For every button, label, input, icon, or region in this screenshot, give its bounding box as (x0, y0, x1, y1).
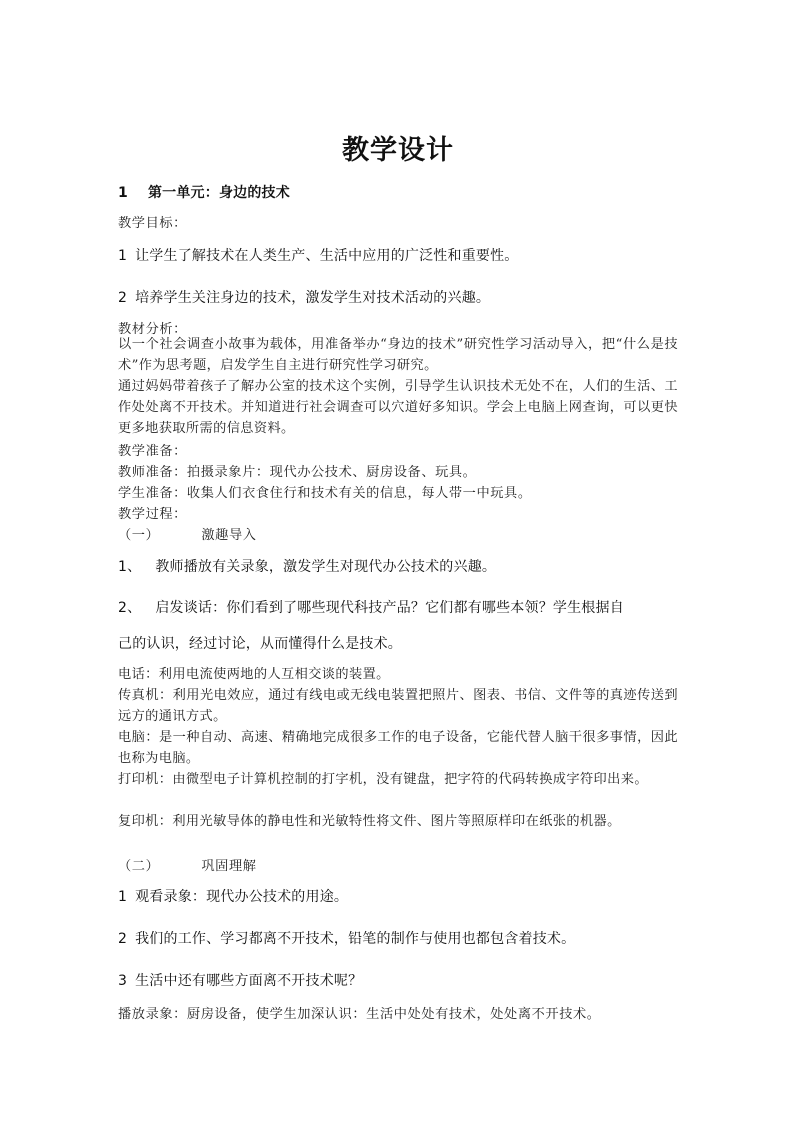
process-step (118, 928, 678, 948)
definition: 电脑：是一种自动、高速、精确地完成很多工作的电子设备，它能代替人脑干很多事情，因此也称为电脑。 (118, 730, 678, 766)
teacher-preparation: 教师准备：拍摄录象片：现代办公技术、厨房设备、玩具。 (118, 465, 477, 480)
step-number: 2、 (118, 600, 142, 616)
process-step (118, 886, 678, 906)
objectives-label: 教学目标： (118, 216, 187, 231)
process-step (118, 597, 678, 617)
objective-text: 培养学生关注身边的技术，激发学生对技术活动的兴趣。 (135, 290, 491, 306)
process-label: 教学过程： (118, 507, 187, 522)
objective-number: 1 (118, 248, 128, 264)
step-text: 观看录象：现代办公技术的用途。 (135, 889, 349, 905)
step-number: 2 (118, 931, 128, 947)
unit-number: 1 (118, 185, 128, 201)
objective-number: 2 (118, 290, 128, 306)
unit-heading (118, 182, 678, 202)
section-title: 激趣导入 (201, 528, 257, 543)
section-marker: （一） (118, 528, 160, 543)
definition: 打印机：由微型电子计算机控制的打字机，没有键盘，把字符的代码转换成字符印出来。 (118, 772, 648, 787)
step-number: 1 (118, 889, 128, 905)
process-step (118, 970, 678, 990)
process-step (118, 556, 678, 576)
step-text: 教师播放有关录象，激发学生对现代办公技术的兴趣。 (155, 559, 497, 575)
definition: 传真机：利用光电效应，通过有线电或无线电装置把照片、图表、书信、文件等的真迹传送到远方的通讯方式。 (118, 688, 678, 724)
analysis-label: 教材分析： (118, 322, 187, 337)
closing-line: 播放录象：厨房设备，使学生加深认识：生活中处处有技术，处处离不开技术。 (118, 1007, 601, 1022)
step-text: 生活中还有哪些方面离不开技术呢？ (135, 973, 363, 989)
section-heading (118, 524, 678, 543)
objective-item (118, 245, 678, 265)
objective-text: 让学生了解技术在人类生产、生活中应用的广泛性和重要性。 (135, 248, 519, 264)
step-number: 3 (118, 973, 128, 989)
step-continuation: 己的认识，经过讨论，从而懂得什么是技术。 (118, 636, 402, 652)
student-preparation: 学生准备：收集人们衣食住行和技术有关的信息，每人带一中玩具。 (118, 486, 532, 501)
preparation-label: 教学准备： (118, 444, 187, 459)
step-text: 我们的工作、学习都离不开技术，铅笔的制作与使用也都包含着技术。 (135, 931, 576, 947)
section-heading (118, 855, 678, 874)
definition: 复印机：利用光敏导体的静电性和光敏特性将文件、图片等照原样印在纸张的机器。 (118, 814, 621, 829)
step-number: 1、 (118, 559, 142, 575)
section-marker: （二） (118, 859, 160, 874)
objective-item (118, 287, 678, 307)
section-title: 巩固理解 (201, 859, 257, 874)
unit-heading-text: 第一单元：身边的技术 (147, 185, 290, 201)
analysis-paragraph: 以一个社会调查小故事为载体，用准备举办“身边的技术”研究性学习活动导入，把“什么是技术”作为思考题，启发学生自主进行研究性学习研究。 (118, 337, 678, 373)
document-title: 教学设计 (342, 135, 454, 166)
analysis-paragraph: 通过妈妈带着孩子了解办公室的技术这个实例，引导学生认识技术无处不在，人们的生活、工作处处离不开技术。并知道进行社会调查可以穴道好多知识。学会上电脑上网查询，可以更快更多地获取所需的信息资料。 (118, 379, 678, 436)
step-text: 启发谈话：你们看到了哪些现代科技产品？它们都有哪些本领？学生根据自 (155, 600, 624, 616)
definition: 电话：利用电流使两地的人互相交谈的装置。 (118, 667, 390, 682)
